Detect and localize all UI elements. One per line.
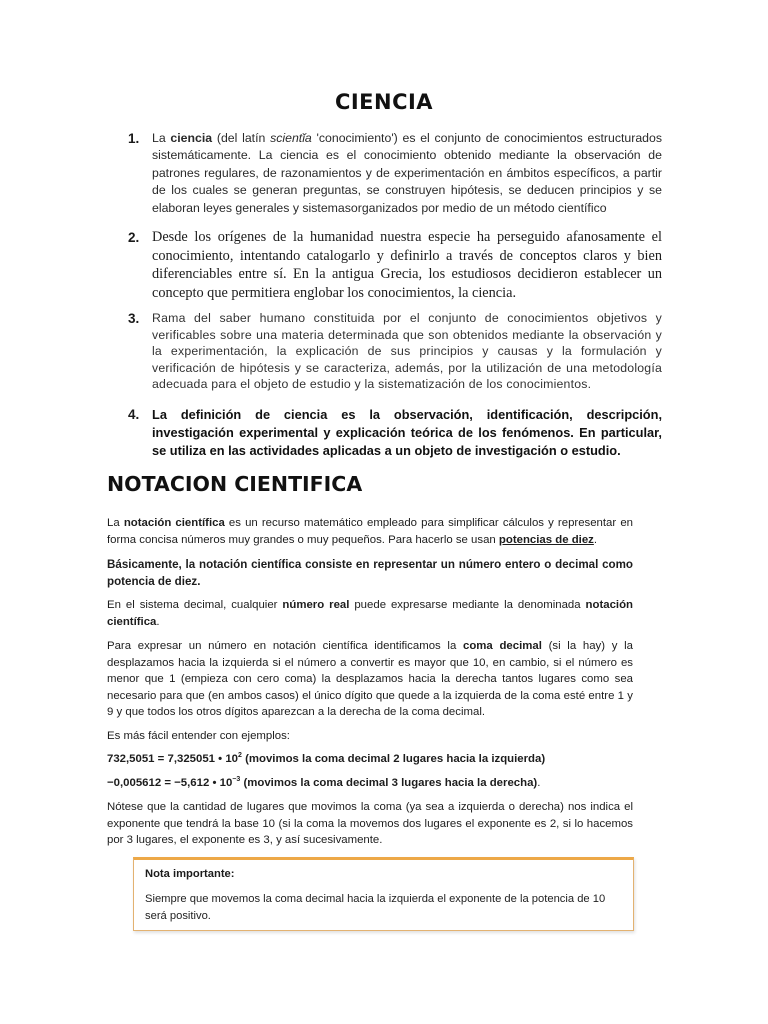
list-number: 4. [128, 407, 140, 422]
example-2: −0,005612 = −5,612 • $10^{-3}$ (movimos la coma decimal 3 lugares hacia la derecha). [107, 776, 541, 789]
paragraph-examples-intro: Es más fácil entender con ejemplos: [107, 730, 290, 742]
list-item-text: Desde los orígenes de la humanidad nuestra especie ha perseguido afanosamente el conocimiento, intentando catalogarlo y definirlo a través de conceptos claros y bien diferenciables entre sí. En la antigua Grecia, los estudiosos decidieron establecer un concepto que permitiera englobar los conocimientos, la ciencia. [152, 229, 662, 301]
term-numero-real: número real [282, 599, 350, 611]
list-number: 3. [128, 311, 140, 326]
list-number: 2. [128, 230, 140, 245]
list-item-text: La definición de ciencia es la observación, identificación, descripción, investigación experimental y explicación teórica de los fenómenos. En particular, se utiliza en las actividades aplicadas a un objeto de investigación o estudio. [152, 407, 662, 458]
list-item-text: Rama del saber humano constituida por el conjunto de conocimientos objetivos y verificables sobre una materia determinada que son obtenidos mediante la observación y la experimentación, la explicación de sus principios y causas y la formulación y verificación de hipótesis y se caracteriza, además, por la utilización de una metodología adecuada para el objeto de estudio y la sistematización de los conocimientos. [152, 311, 662, 392]
section-heading: NOTACION CIENTIFICA [107, 472, 363, 496]
potencias-de-diez-link[interactable]: potencias de diez [498, 533, 594, 546]
important-note-box [133, 857, 634, 931]
note-body: Siempre que movemos la coma decimal hacia la izquierda el exponente de la potencia de 10 será positivo. [145, 893, 606, 922]
paragraph-intro: La notación científica es un recurso matemático empleado para simplificar cálculos y representar en forma concisa números muy grandes o muy pequeños. Para hacerlo se usan potencias de diez. [107, 517, 633, 546]
paragraph-exponent-note: Nótese que la cantidad de lugares que movimos la coma (ya sea a izquierda o derecha) nos indica el exponente que tendrá la base 10 (si la coma la movemos dos lugares el exponente es 2, si lo hacemos por 3 lugares, el exponente es 3, y así sucesivamente. [107, 801, 633, 846]
term-ciencia: ciencia [170, 131, 213, 145]
list-number: 1. [128, 131, 140, 146]
paragraph-procedure: Para expresar un número en notación científica identificamos la coma decimal (si la hay) y la desplazamos hacia la izquierda si el número a convertir es mayor que 10, en cambio, si el número es menor que 1 (empieza con cero coma) la desplazamos hacia la derecha tantos lugares como sea necesario para que (en ambos casos) el único dígito que quede a la izquierda de la coma esté entre 1 y 9 y que todos los otros dígitos aparezcan a la derecha de la coma decimal. [107, 640, 633, 718]
term-coma-decimal: coma decimal [463, 640, 542, 652]
term-notacion-cientifica: notación científica [107, 599, 633, 628]
list-item-text: La ciencia (del latín scientĭa 'conocimiento') es el conjunto de conocimientos estructurados sistemáticamente. La ciencia es el conocimiento obtenido mediante la observación de patrones regulares, de razonamientos y de experimentación en ámbitos específicos, a partir de los cuales se generan preguntas, se construyen hipótesis, se deducen principios y se elaboran leyes generales y sistemasorganizados por medio de un método científico [152, 131, 662, 215]
paragraph-decimal-system: En el sistema decimal, cualquier número real puede expresarse mediante la denominada notación científica. [107, 599, 633, 628]
term-notacion-cientifica: notación científica [123, 517, 225, 529]
term-scientia: scientĭa [270, 131, 312, 145]
paragraph-definition: Básicamente, la notación científica consiste en representar un número entero o decimal como potencia de diez. [107, 558, 633, 588]
page-title: CIENCIA [334, 90, 434, 114]
example-1: 732,5051 = 7,325051 • $10^2$ (movimos la coma decimal 2 lugares hacia la izquierda) [107, 752, 546, 765]
note-title: Nota importante: [145, 868, 235, 880]
